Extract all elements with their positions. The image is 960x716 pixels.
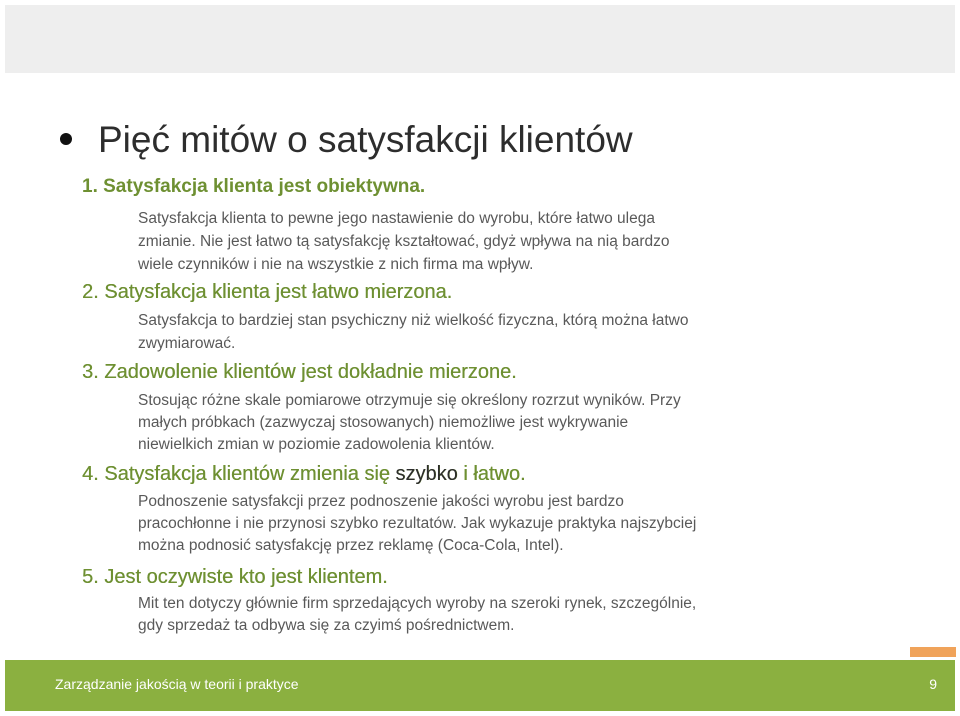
myth-4-heading-part-1: 4. Satysfakcja klientów zmienia się [82, 463, 396, 485]
myth-4-line-3: można podnosić satysfakcję przez reklamę (Coca-Cola, Intel). [138, 537, 564, 554]
myth-2-line-2: zwymiarować. [138, 335, 236, 352]
slide-title: Pięć mitów o satysfakcji klientów [98, 119, 633, 160]
title-bullet-icon [60, 133, 72, 145]
footer-title: Zarządzanie jakością w teorii i praktyce [55, 676, 299, 692]
myth-1-line-1: Satysfakcja klienta to pewne jego nastawienie do wyrobu, które łatwo ulega [138, 210, 655, 227]
myth-4-line-2: pracochłonne i nie przynosi szybko rezultatów. Jak wykazuje praktyka najszybciej [138, 515, 697, 532]
myth-3-text [138, 390, 818, 456]
myth-3-heading: 3. Zadowolenie klientów jest dokładnie mierzone. [82, 361, 517, 383]
page-number: 9 [929, 676, 937, 692]
myth-5-heading: 5. Jest oczywiste kto jest klientem. [82, 566, 388, 588]
myth-4-heading [82, 461, 526, 487]
myth-1-heading: 1. Satysfakcja klienta jest obiektywna. [82, 176, 426, 197]
myth-1-text [138, 207, 818, 276]
myth-5-line-2: gdy sprzedaż ta odbywa się za czyimś pośrednictwem. [138, 617, 515, 634]
myth-3-line-3: niewielkich zmian w poziomie zadowolenia klientów. [138, 436, 495, 453]
myth-1-line-3: wiele czynników i nie na wszystkie z nich firma ma wpływ. [138, 256, 534, 273]
myth-4-heading-part-3: i łatwo. [457, 463, 526, 485]
myth-1-line-2: zmianie. Nie jest łatwo tą satysfakcję kształtować, gdyż wpływa na nią bardzo [138, 233, 670, 250]
myth-4-text [138, 491, 818, 557]
myth-5-text [138, 593, 818, 637]
myth-3-line-2: małych próbkach (zazwyczaj stosowanych) niemożliwe jest wykrywanie [138, 414, 629, 431]
footer-bar [5, 660, 955, 711]
accent-orange-strip [910, 647, 956, 657]
myth-4-heading-emphasis: szybko [395, 463, 458, 485]
myth-2-line-1: Satysfakcja to bardziej stan psychiczny niż wielkość fizyczna, którą można łatwo [138, 312, 689, 329]
myth-2-heading: 2. Satysfakcja klienta jest łatwo mierzona. [82, 281, 453, 303]
myth-3-line-1: Stosując różne skale pomiarowe otrzymuje się określony rozrzut wyników. Przy [138, 392, 681, 409]
myth-5-line-1: Mit ten dotyczy głównie firm sprzedających wyroby na szeroki rynek, szczególnie, [138, 595, 697, 612]
myth-2-text [138, 309, 818, 355]
myth-4-line-1: Podnoszenie satysfakcji przez podnoszenie jakości wyrobu jest bardzo [138, 493, 624, 510]
